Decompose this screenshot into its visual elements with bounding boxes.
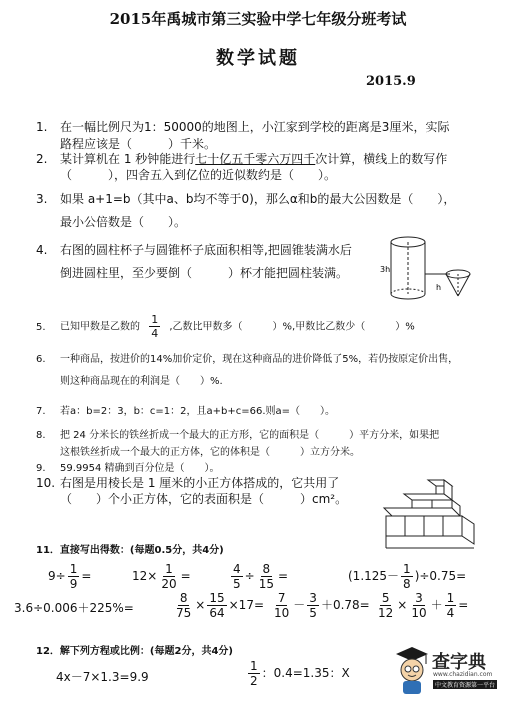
denominator: 9	[69, 577, 78, 591]
question-8	[36, 426, 439, 441]
operator: ÷	[244, 569, 255, 583]
section-12-title: 12．解下列方程或比例：(每题2分，共4分)	[36, 646, 233, 657]
question-text: 一种商品，按进价的14%加价定价，现在这种商品的进价降低了5%，若仍按原定价出售，	[60, 354, 459, 365]
question-number: 1.	[36, 120, 48, 134]
question-number: 9.	[36, 463, 46, 474]
fraction	[409, 592, 428, 619]
underlined-number-words: 七十亿五千零六万四千	[195, 152, 316, 166]
calc-r1-b	[132, 563, 191, 590]
cone-height-label: h	[436, 283, 442, 292]
calc-r2-c	[270, 592, 370, 619]
calc-r2-a: 3.6÷0.006＋225%=	[14, 601, 134, 615]
operator: ×	[397, 598, 408, 612]
cylinder-cone-figure	[378, 228, 480, 306]
denominator: 75	[176, 606, 192, 620]
equation-2	[246, 660, 350, 687]
numerator: 3	[309, 591, 317, 605]
question-text: 如果 a+1=b（其中a、b均不等于0)，那么α和b的最大公因数是（ ），	[60, 192, 456, 206]
fraction	[401, 563, 413, 590]
question-10-line2: （ ）个小正方体，它的表面积是（ ）cm²。	[60, 492, 348, 506]
question-5	[36, 314, 415, 339]
logo-url: www.chazidian.com	[433, 671, 493, 678]
calc-r2-d	[374, 592, 468, 619]
denominator: 12	[378, 606, 394, 620]
question-text: 某计算机在 1 秒钟能进行	[60, 152, 196, 166]
calc-text: 12×	[132, 569, 158, 583]
question-4-line2: 倒进圆柱里，至少要倒（ ）杯才能把圆柱装满。	[60, 266, 349, 280]
numerator: 8	[262, 562, 271, 576]
logo-text: 查字典	[432, 652, 486, 673]
question-number: 5.	[36, 321, 46, 333]
calc-text: =	[180, 569, 191, 583]
calc-text: =	[458, 598, 469, 612]
operator: ×	[195, 598, 206, 612]
numerator: 4	[233, 562, 241, 576]
subject-title: 数学试题	[216, 48, 300, 69]
denominator: 2	[250, 674, 258, 688]
calc-text: (1.125－	[348, 569, 400, 583]
chazidian-logo	[392, 644, 512, 698]
question-2	[36, 150, 447, 167]
exam-title: 2015年禹城市第三实验中学七年级分班考试	[109, 10, 407, 28]
layer2-top	[404, 494, 452, 500]
numerator: 1	[446, 591, 455, 605]
cylinder-bottom	[391, 294, 425, 299]
denominator: 5	[309, 606, 317, 620]
logo-subtitle: 中文教育资源第一平台	[435, 682, 496, 689]
question-text: 若a：b=2：3，b：c=1：2，且a+b+c=66.则a=（ ）。	[60, 406, 336, 417]
fraction	[272, 592, 291, 619]
numerator: 1	[69, 562, 78, 576]
question-text: 右图是用棱长是 1 厘米的小正方体搭成的，它共用了	[60, 476, 340, 490]
numerator: 1	[165, 562, 173, 576]
fraction	[159, 563, 178, 590]
question-text: 右图的圆柱杯子与圆锥杯子底面积相等,把圆锥装满水后	[60, 243, 352, 257]
fraction	[68, 563, 80, 590]
question-4	[36, 241, 352, 258]
numerator: 8	[179, 591, 188, 605]
fraction	[257, 563, 276, 590]
calc-text: ＋0.78=	[320, 598, 370, 612]
question-3	[36, 190, 455, 207]
question-text: 59.9954 精确到百分位是（ ）。	[60, 463, 220, 474]
calc-r1-a	[48, 563, 91, 590]
layer3-side	[462, 516, 474, 544]
fraction	[231, 563, 243, 590]
question-1	[36, 118, 449, 135]
question-7	[36, 402, 335, 417]
question-text: 在一幅比例尺为1：50000的地图上，小江家到学校的距离是3厘米，实际	[60, 120, 450, 134]
denominator: 8	[403, 577, 411, 591]
question-number: 2.	[36, 152, 48, 166]
calc-text: ×17=	[228, 598, 265, 612]
question-number: 7.	[36, 406, 46, 417]
operator: －	[293, 598, 306, 612]
numerator: 1	[250, 659, 258, 673]
question-10	[36, 474, 339, 491]
question-text: 把 24 分米长的铁丝折成一个最大的正方形，它的面积是（ ）平方分米，如果把	[60, 430, 440, 441]
section-11-title: 11．直接写出得数：(每题0.5分，共4分)	[36, 545, 224, 556]
denominator: 4	[446, 606, 455, 620]
question-number: 10.	[36, 476, 56, 490]
calc-text: =	[81, 569, 92, 583]
denominator: 10	[411, 606, 427, 620]
question-number: 6.	[36, 354, 46, 365]
exam-date: 2015.9	[366, 74, 416, 89]
question-text: 次计算，横线上的数写作	[315, 152, 448, 166]
question-6	[36, 350, 458, 365]
cylinder-height-label: 3h	[380, 265, 391, 274]
fraction	[445, 592, 457, 619]
fraction	[248, 660, 260, 687]
question-number: 4.	[36, 243, 48, 257]
operator: ＋	[430, 598, 443, 612]
question-text: 已知甲数是乙数的	[60, 321, 140, 333]
denominator: 64	[209, 606, 225, 620]
numerator: 1	[151, 313, 159, 326]
denominator: 10	[274, 606, 290, 620]
fraction	[149, 314, 160, 339]
fraction	[207, 592, 226, 619]
question-number: 8.	[36, 430, 46, 441]
question-text: ,乙数比甲数多（ ）%,甲数比乙数少（ ）%	[169, 321, 415, 333]
equation-1: 4x－7×1.3=9.9	[56, 670, 149, 684]
denominator: 20	[161, 577, 177, 591]
question-8-line2: 这根铁丝折成一个最大的正方体，它的体积是（ ）立方分米。	[60, 447, 360, 458]
question-9	[36, 459, 220, 474]
denominator: 15	[258, 577, 274, 591]
question-1-line2: 路程应该是（ ）千米。	[60, 137, 217, 151]
layer3-top	[384, 508, 460, 516]
fraction	[174, 592, 193, 619]
fraction	[376, 592, 395, 619]
denominator: 5	[233, 577, 241, 591]
question-3-line2: 最小公倍数是（ ）。	[60, 215, 187, 229]
question-2-line2: （ ），四舍五入到亿位的近似数约是（ ）。	[60, 168, 337, 182]
graduate-mascot-icon	[392, 644, 432, 696]
numerator: 5	[381, 591, 390, 605]
fraction	[307, 592, 319, 619]
calc-r1-c	[229, 563, 288, 590]
calc-text: 9÷	[48, 569, 66, 583]
stacked-cubes-figure	[378, 478, 484, 552]
calc-text: )÷0.75=	[414, 569, 467, 583]
question-number: 3.	[36, 192, 48, 206]
numerator: 3	[415, 591, 423, 605]
numerator: 1	[403, 562, 411, 576]
numerator: 15	[209, 591, 225, 605]
calc-r2-b	[172, 592, 264, 619]
calc-text: =	[277, 569, 289, 583]
calc-r1-d	[348, 563, 466, 590]
denominator: 4	[151, 327, 159, 340]
question-6-line2: 则这种商品现在的利润是（ ）%.	[60, 376, 223, 387]
calc-text: ：0.4=1.35：X	[261, 666, 350, 680]
numerator: 7	[277, 591, 286, 605]
